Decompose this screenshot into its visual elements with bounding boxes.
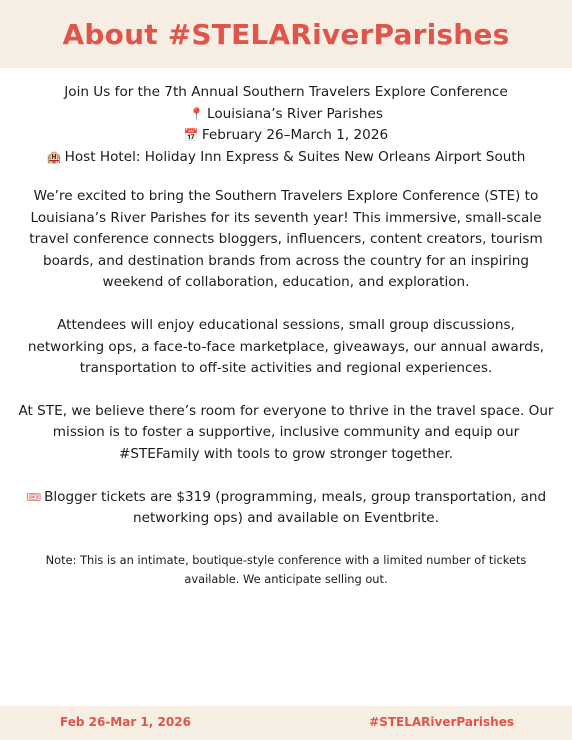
round-pushpin-icon: 📍 [189,106,205,121]
footer-date: Feb 26-Mar 1, 2026 [60,715,191,729]
hotel-text: Host Hotel: Holiday Inn Express & Suites New Orleans Airport South [64,148,526,165]
calendar-icon: 📅 [183,128,199,142]
tickets-text: Blogger tickets are $319 (programming, meals, group transportation, and networking ops) and available on Eventbrite. [44,488,547,527]
ticket-icon: 🎟 [25,489,42,504]
intro-headline: Join Us for the 7th Annual Southern Travelers Explore Conference [64,84,508,100]
hotel-icon: 🏨 [46,149,62,164]
note-text: Note: This is an intimate, boutique-style conference with a limited number of tickets available. We anticipate selling out. [45,552,527,586]
paragraph-about: We’re excited to bring the Southern Travelers Explore Conference (STE) to Louisiana’s River Parishes for its seventh year! This immersive, small-scale travel conference connects bloggers, influencers, content creators, tourism boards, and destination brands from across the country for an inspiring weekend of collaboration, education, and exploration. [29,188,543,291]
header-band [0,0,572,68]
footer-hashtag: #STELARiverParishes [369,715,514,729]
paragraph-mission: At STE, we believe there’s room for everyone to thrive in the travel space. Our mission is to foster a supportive, inclusive community and equip our #STEFamily with tools to grow stronger together. [18,402,554,462]
main-content [18,82,554,589]
date-text: February 26–March 1, 2026 [201,127,389,143]
page-title: About #STELARiverParishes [62,17,510,51]
event-intro [18,82,554,168]
location-line [18,104,554,126]
paragraph-tickets [18,487,554,530]
location-text: Louisiana’s River Parishes [207,105,383,122]
hotel-line [18,147,554,169]
paragraph-attendees: Attendees will enjoy educational sessions, small group discussions, networking ops, a face-to-face marketplace, giveaways, our annual awards, transportation to off-site activities and regional experiences. [27,316,545,377]
date-line [18,125,554,147]
footer-band [0,706,572,740]
